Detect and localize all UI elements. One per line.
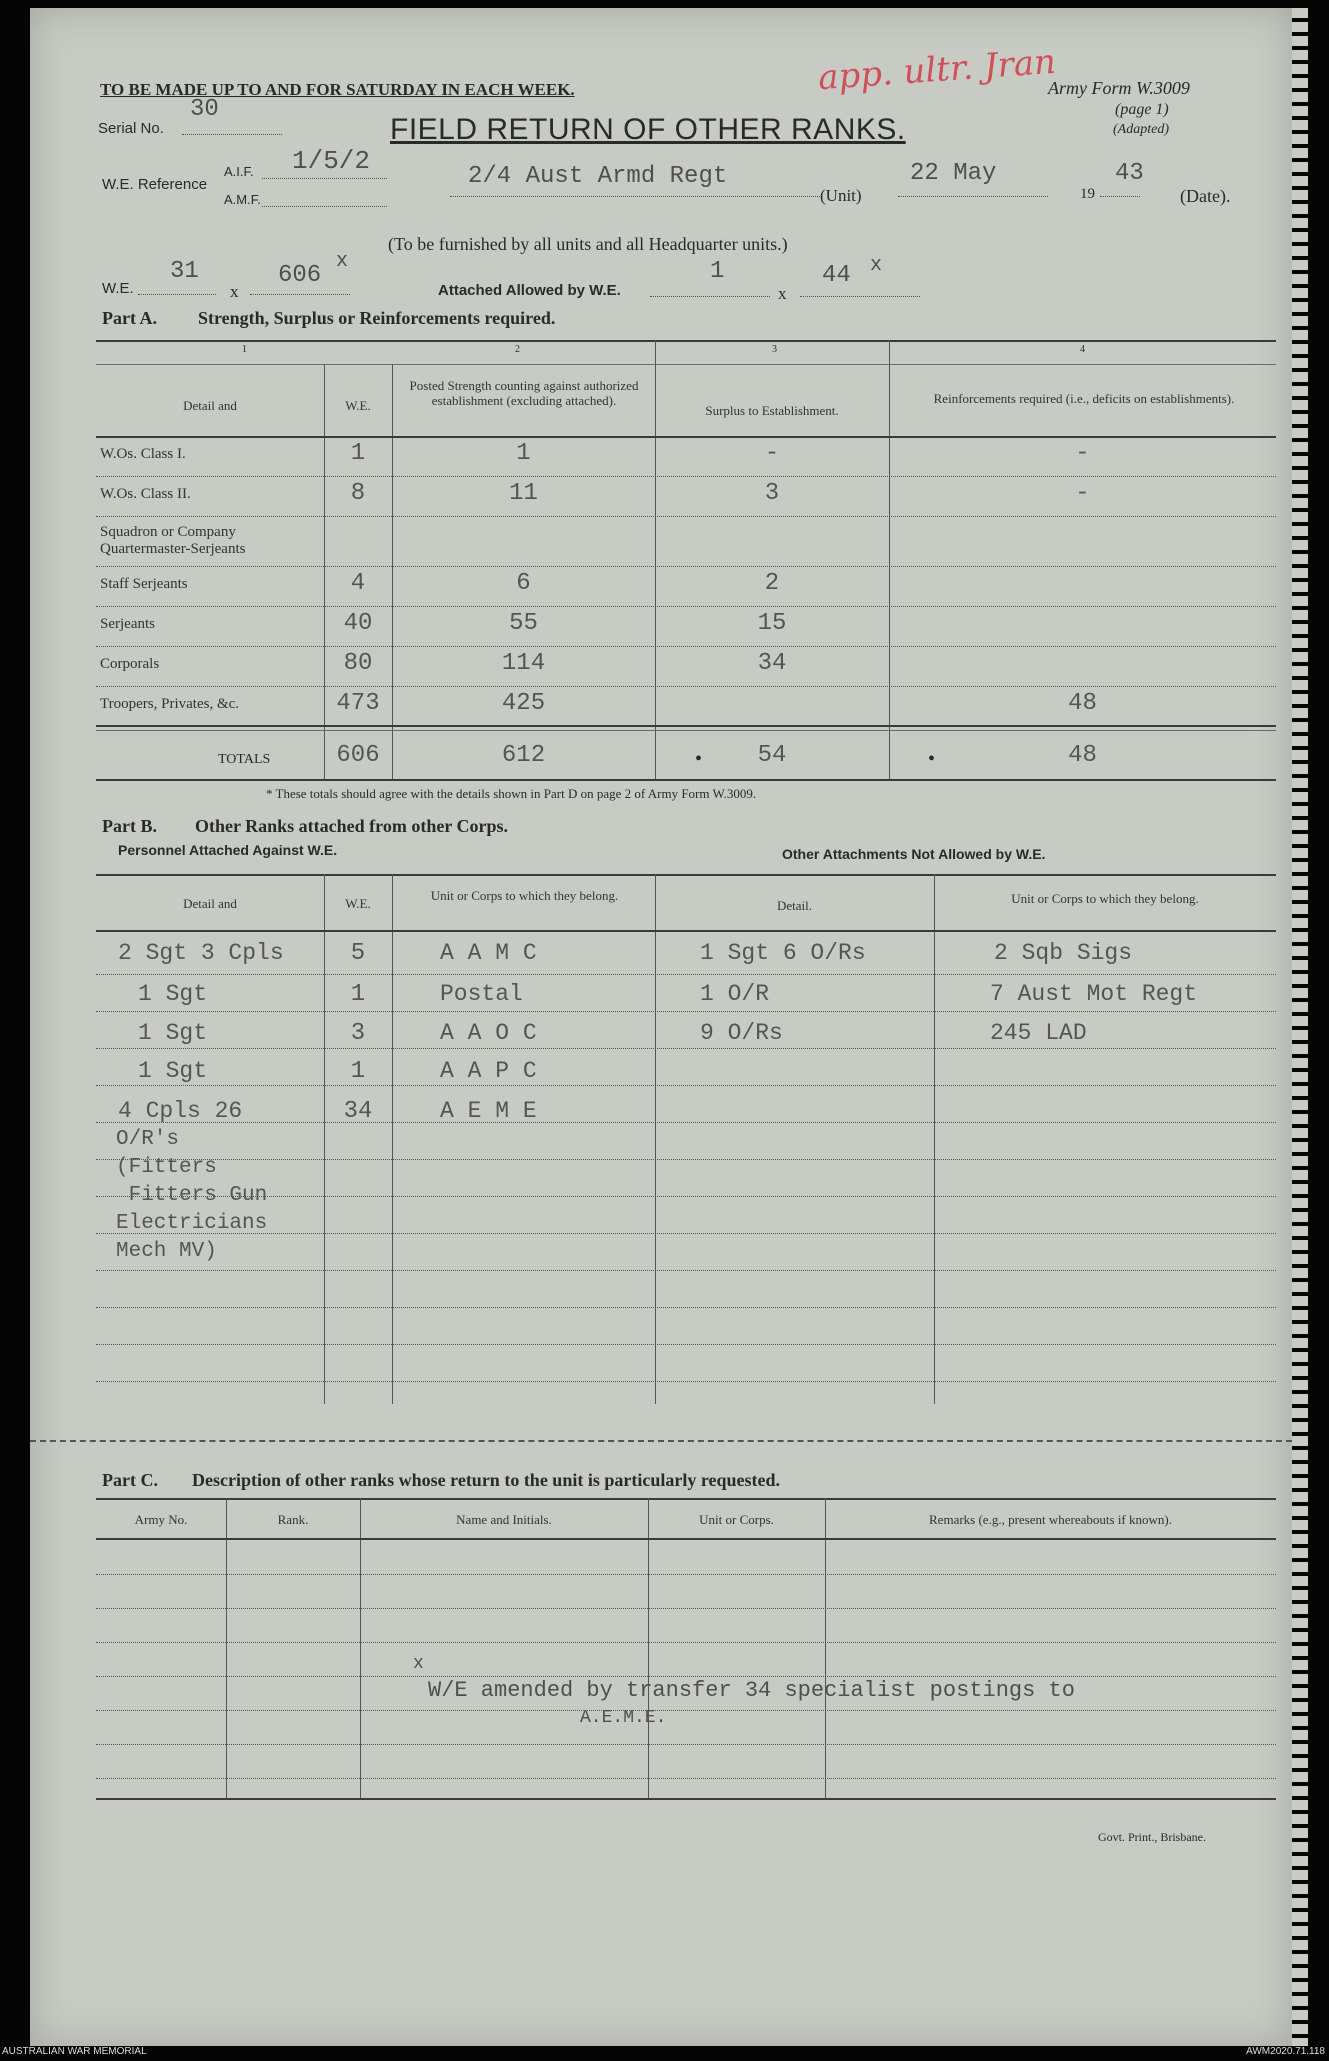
b-unit-value: A A P C [440, 1058, 537, 1084]
row-reinf-value: 48 [1068, 689, 1097, 717]
row-posted-value: 55 [509, 610, 538, 637]
row-label: W.Os. Class II. [100, 486, 191, 502]
b-unit-value: A A M C [440, 940, 537, 966]
part-a-title: Part A. [102, 308, 157, 328]
b-other-unit-value: 2 Sqb Sigs [994, 940, 1133, 966]
totals-we: 606 [336, 742, 380, 769]
b-detail-value: 4 Cpls 26 [118, 1098, 243, 1124]
b-header-we: W.E. [345, 896, 371, 911]
b-unit-value: A E M E [440, 1098, 537, 1124]
unit-label: (Unit) [820, 186, 862, 205]
c-header-remarks: Remarks (e.g., present whereabouts if known). [929, 1512, 1172, 1527]
part-c-subtitle: Description of other ranks whose return to the unit is particularly requested. [192, 1470, 780, 1490]
unit-value: 2/4 Aust Armd Regt [468, 163, 728, 190]
col-num-1: 1 [242, 344, 247, 355]
b-other-unit-value: 7 Aust Mot Regt [990, 981, 1198, 1007]
b-header-detail: Detail and [183, 896, 237, 911]
b-we-value: 1 [350, 981, 366, 1008]
b-header-detail2: Detail. [776, 898, 812, 913]
header-we: W.E. [345, 398, 371, 413]
b-header-unit: Unit or Corps to which they belong. [430, 888, 619, 903]
attached-mark: x [870, 254, 883, 277]
row-label: Squadron or Company Quartermaster-Serjeants [100, 524, 246, 557]
we-mark: x [336, 250, 349, 273]
row-surplus-value: - [764, 440, 780, 467]
totals-posted: 612 [501, 742, 546, 769]
c-note-line-1: W/E amended by transfer 34 specialist postings to [428, 1678, 1075, 1703]
row-reinf-value: - [1075, 480, 1090, 507]
row-label: Staff Serjeants [100, 576, 188, 592]
row-label: Serjeants [100, 616, 155, 632]
c-header-name: Name and Initials. [456, 1512, 552, 1527]
printer-credit: Govt. Print., Brisbane. [1098, 1830, 1206, 1844]
totals-label: TOTALS [218, 752, 271, 767]
we-value-2: 606 [278, 262, 322, 289]
aif-label: A.I.F. [224, 164, 254, 179]
row-reinf-value: - [1075, 440, 1090, 467]
col-num-4: 4 [1080, 344, 1085, 355]
row-posted-value: 425 [501, 689, 546, 717]
b-other-detail-value: 9 O/Rs [700, 1020, 783, 1046]
row-label: Corporals [100, 656, 160, 672]
part-b-title: Part B. [102, 816, 157, 836]
archive-footer-left: AUSTRALIAN WAR MEMORIAL [2, 2046, 147, 2057]
header-surplus: Surplus to Establishment. [705, 403, 839, 418]
b-detail-continuation: Electricians [116, 1212, 268, 1235]
attached-label: Attached Allowed by W.E. [438, 282, 621, 299]
aif-value: 1/5/2 [292, 146, 371, 176]
amf-label: A.M.F. [224, 192, 261, 207]
b-detail-continuation: O/R's [116, 1128, 180, 1151]
year-prefix: 19 [1080, 186, 1095, 202]
b-we-value: 34 [343, 1098, 373, 1125]
b-header-unit2: Unit or Corps to which they belong. [1011, 891, 1199, 906]
c-note-line-2: A.E.M.E. [580, 1708, 667, 1728]
serial-value: 30 [190, 96, 219, 123]
col-num-2: 2 [515, 344, 520, 355]
row-we-value: 8 [350, 480, 366, 507]
row-surplus-value: 3 [764, 480, 780, 507]
row-surplus-value: 15 [757, 610, 787, 637]
attached-value-2: 44 [822, 262, 851, 289]
b-unit-value: A A O C [440, 1020, 537, 1046]
row-we-value: 40 [343, 610, 373, 637]
page-label: (page 1) [1115, 101, 1169, 118]
row-we-value: 80 [343, 650, 373, 677]
year-value: 43 [1115, 160, 1144, 187]
b-other-detail-value: 1 O/R [700, 981, 770, 1007]
b-detail-continuation: Mech MV) [116, 1240, 217, 1263]
b-detail-continuation: Fitters Gun [116, 1184, 268, 1207]
b-we-value: 3 [350, 1020, 366, 1047]
header-reinforcements: Reinforcements required (i.e., deficits on establishments). [933, 391, 1235, 406]
header-detail: Detail and [183, 398, 237, 413]
b-detail-value: 1 Sgt [138, 1020, 208, 1046]
perforated-edge [1292, 8, 1308, 2046]
top-instruction: TO BE MADE UP TO AND FOR SATURDAY IN EACH WEEK. [100, 80, 575, 99]
form-sheet: TO BE MADE UP TO AND FOR SATURDAY IN EACH WEEK. app. ultr. Jran Army Form W.3009 (page 1) (Adapted) Serial No. 30 FIELD RETURN OF OTHER RANKS. W.E. Reference A.I.F. A.M.F. 1/5/2 2/4 Aust Armd Regt (Unit) 22 May 19 43 (Date). (To be furnished by all units and all Headquarter units.) W.E. 31 x 606 x Attached Allowed by W.E. 1 x 44 x Part A. Strength, Surplus or Reinforcements required. 1 2 3 4 Detail and W.E. Posted Strength counting against authorized establishment (excluding attached). Surplus to Establishment. Reinforcements required (i.e., deficits on establishments). W.Os. Class I. 1 1 - - W.Os. Class II. 8 11 3 - Squadron or Company Quartermaster-Serjeants Staff Serjeants 4 6 2 Serjeants 40 55 15 Corporals 80 114 34 Troopers, Privates, &c. 473 425 48 TOTALS 606 612 • 54 • 48 * These totals should agree with the details shown in Part D on page 2 of Army Form W.3009. Part B. Other Ranks attached from other Corps. Personnel Attached Against W.E. Other Attachments Not Allowed by W.E. Detail and W.E. Unit or Corps to which they belong. Detail. Unit or Corps to which they belong. 2 Sgt 3 Cpls 5 A A M C 1 Sgt 1 Postal 1 Sgt 3 A A O C 1 Sgt 1 A A P C 4 Cpls 26 34 A E M E O/R's (Fitters Fitters Gun Electricians Mech MV) 1 Sgt 6 O/Rs 2 Sqb Sigs 1 O/R 7 Aust Mot Regt 9 O/Rs 245 LAD Part C. Description of other ranks whose return to the unit is particularly requested. Army No. Rank. Name and Initials. Unit or Corps. Remarks (e.g., present whereabouts if known). x W/E amended by transfer 34 specialist postings to A.E.M.E. Govt. Print., Brisbane. [30, 8, 1292, 2046]
row-posted-value: 11 [509, 480, 538, 507]
row-label: W.Os. Class I. [100, 446, 186, 462]
row-surplus-value: 2 [764, 570, 780, 597]
attached-value-1: 1 [710, 258, 725, 285]
b-unit-value: Postal [440, 981, 523, 1007]
row-surplus-value: 34 [757, 650, 787, 677]
c-note-mark: x [413, 1654, 424, 1674]
b-detail-value: 2 Sgt 3 Cpls [118, 940, 284, 966]
date-value: 22 May [910, 160, 997, 187]
handwritten-note: app. ultr. Jran [816, 41, 1058, 99]
attached-times-mark: x [778, 284, 787, 303]
row-we-value: 473 [336, 689, 380, 717]
archive-footer-right: AWM2020.71.118 [1246, 2046, 1325, 2057]
date-label: (Date). [1180, 186, 1231, 206]
we-reference-label: W.E. Reference [102, 176, 208, 193]
row-we-value: 4 [350, 570, 366, 597]
we-label: W.E. [102, 280, 134, 297]
part-b-left-subtitle: Personnel Attached Against W.E. [118, 842, 338, 858]
row-label: Troopers, Privates, &c. [100, 695, 240, 712]
b-detail-continuation: (Fitters [116, 1156, 217, 1179]
we-value-1: 31 [170, 258, 199, 285]
b-other-unit-value: 245 LAD [990, 1020, 1087, 1046]
b-other-detail-value: 1 Sgt 6 O/Rs [700, 940, 866, 966]
times-mark: x [230, 282, 239, 301]
part-a-subtitle: Strength, Surplus or Reinforcements required. [198, 308, 556, 328]
c-header-rank: Rank. [277, 1512, 309, 1527]
row-we-value: 1 [350, 440, 366, 467]
totals-reinforcements: 48 [1068, 742, 1097, 769]
row-posted-value: 114 [501, 650, 546, 677]
furnished-note: (To be furnished by all units and all Headquarter units.) [388, 234, 788, 254]
row-posted-value: 6 [516, 570, 531, 597]
part-b-subtitle: Other Ranks attached from other Corps. [195, 816, 508, 836]
row-posted-value: 1 [516, 440, 531, 467]
part-b-right-subtitle: Other Attachments Not Allowed by W.E. [782, 846, 1046, 862]
totals-surplus: 54 [757, 742, 787, 769]
part-c-title: Part C. [102, 1470, 158, 1490]
header-posted: Posted Strength counting against authorized establishment (excluding attached). [409, 378, 639, 408]
army-form-label: Army Form W.3009 [1048, 78, 1190, 98]
adapted-label: (Adapted) [1113, 122, 1169, 137]
b-we-value: 1 [350, 1058, 366, 1085]
b-we-value: 5 [350, 940, 366, 967]
part-a-footnote: * These totals should agree with the details shown in Part D on page 2 of Army Form W.3009. [266, 786, 757, 801]
c-header-army-no: Army No. [134, 1512, 188, 1527]
form-title: FIELD RETURN OF OTHER RANKS. [390, 113, 906, 146]
c-header-unit: Unit or Corps. [699, 1512, 774, 1527]
b-detail-value: 1 Sgt [138, 1058, 208, 1084]
col-num-3: 3 [772, 344, 777, 355]
serial-label: Serial No. [98, 120, 164, 137]
b-detail-value: 1 Sgt [138, 981, 208, 1007]
